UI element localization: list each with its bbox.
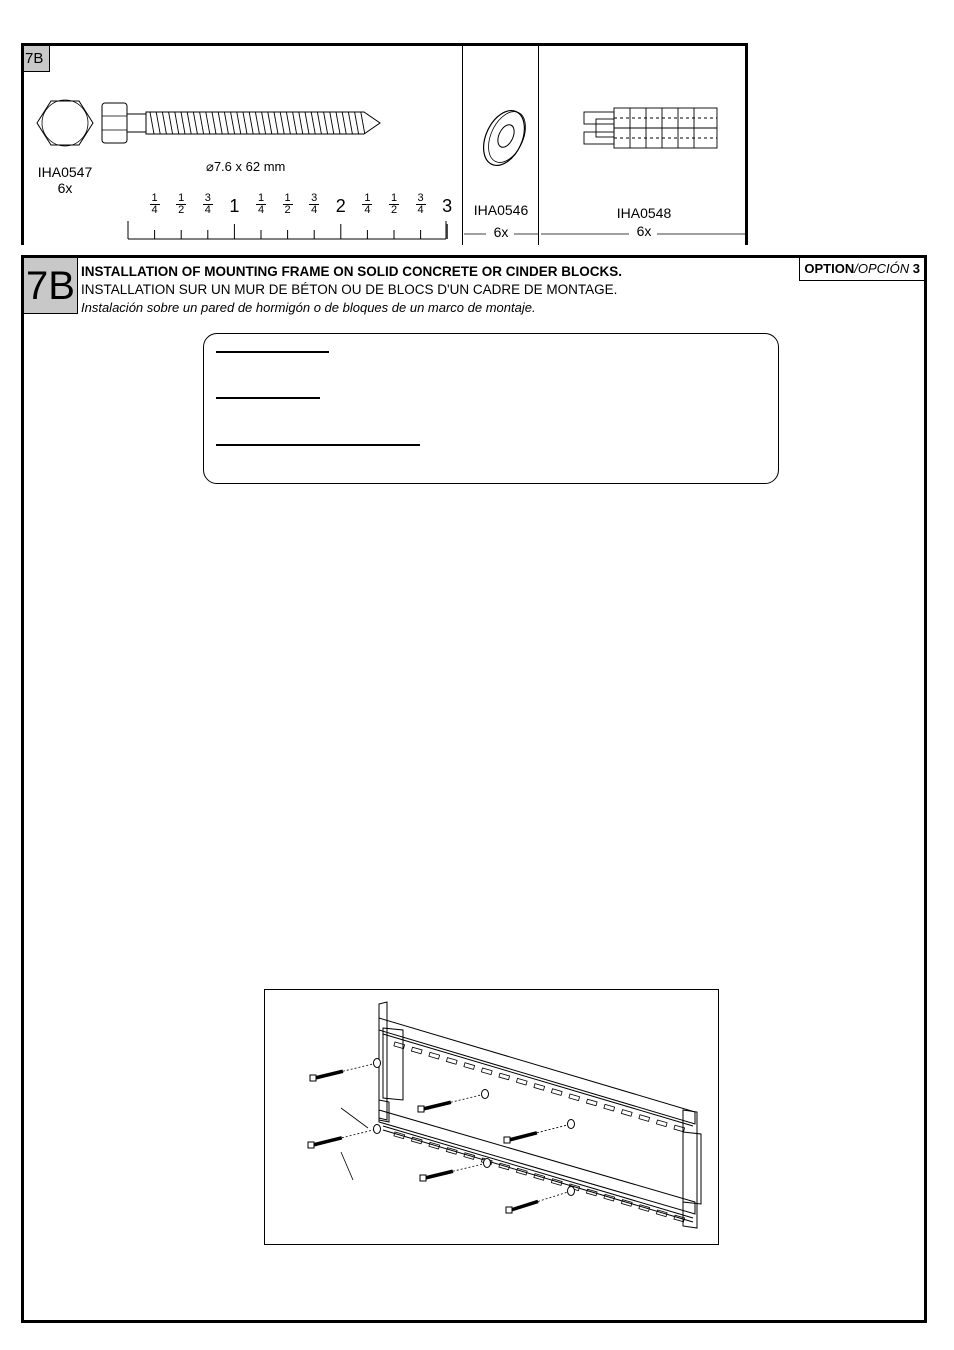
frame-slot [604, 1104, 615, 1111]
step-tag: 7B [24, 258, 78, 314]
mounting-frame-illustration [265, 990, 718, 1244]
frame-slot [516, 1078, 527, 1085]
tool-line [216, 397, 320, 399]
option-number: 3 [912, 261, 920, 276]
anchor-qty: 6x [636, 223, 652, 239]
fraction-numerator: 1 [364, 192, 371, 204]
frame-slot [429, 1052, 440, 1059]
ruler-label [171, 193, 191, 216]
washer-qty: 6x [493, 224, 509, 240]
option-label-spanish: /OPCIÓN [854, 261, 910, 276]
frame-slot [411, 1047, 422, 1054]
ruler-label [384, 193, 404, 216]
fraction-denominator: 2 [178, 204, 185, 216]
screw-and-washer [420, 1159, 491, 1182]
fraction-numerator: 1 [390, 192, 398, 204]
ruler-label [198, 193, 218, 216]
frame-slot [586, 1099, 597, 1106]
frame-slot [534, 1084, 545, 1091]
frame-slot [499, 1073, 510, 1080]
hardware-panel [21, 43, 748, 245]
ruler-label [251, 193, 271, 216]
ruler-label [304, 193, 324, 216]
fraction-numerator: 3 [311, 192, 318, 204]
washer-icon [475, 104, 532, 172]
ruler-label: 3 [442, 196, 453, 216]
option-badge [799, 258, 924, 281]
hardware-divider [538, 46, 539, 245]
screw-and-washer [308, 1125, 381, 1149]
fraction-numerator: 1 [257, 192, 265, 204]
fraction-denominator: 4 [204, 204, 211, 216]
anchor-code: IHA0548 [616, 205, 672, 221]
frame-slot [656, 1120, 667, 1127]
lag-bolt-code: IHA0547 [37, 164, 93, 180]
fraction-denominator: 4 [417, 204, 424, 216]
step-title-french: INSTALLATION SUR UN MUR DE BÉTON OU DE BLOCS D'UN CADRE DE MONTAGE. [81, 282, 618, 297]
fraction-denominator: 4 [151, 204, 158, 216]
fraction-numerator: 1 [178, 192, 185, 204]
fraction-numerator: 1 [284, 192, 291, 204]
screw-and-washer [310, 1059, 381, 1082]
ruler-label [145, 193, 165, 216]
frame-slot [604, 1194, 615, 1201]
lag-bolt-qty: 6x [57, 180, 73, 196]
frame-slot [569, 1094, 580, 1101]
screw-and-washer [506, 1187, 575, 1214]
frame-slot [621, 1110, 632, 1117]
fraction-denominator: 2 [284, 204, 291, 216]
tool-line [216, 351, 329, 353]
fraction-denominator: 2 [390, 204, 398, 216]
frame-slot [464, 1063, 475, 1070]
fraction-denominator: 4 [311, 204, 318, 216]
frame-slot [534, 1174, 545, 1181]
step-title-spanish: Instalación sobre un pared de hormigón o de bloques de un marco de montaje. [81, 300, 536, 315]
frame-slot [516, 1168, 527, 1175]
inch-ruler [128, 221, 447, 239]
installation-diagram [264, 989, 719, 1245]
anchor-icon [584, 108, 717, 148]
ruler-label: 2 [335, 196, 346, 216]
lag-bolt-icon [102, 103, 380, 143]
frame-slot [639, 1205, 650, 1212]
fraction-numerator: 1 [151, 192, 158, 204]
fraction-numerator: 3 [204, 192, 211, 204]
tool-line [216, 444, 420, 446]
washer-code: IHA0546 [473, 202, 529, 218]
fraction-numerator: 3 [417, 192, 424, 204]
option-label: OPTION [804, 261, 855, 276]
tools-box [203, 333, 779, 484]
frame-slot [639, 1115, 650, 1122]
frame-slot [551, 1089, 562, 1096]
frame-slot [481, 1068, 492, 1075]
frame-slot [446, 1058, 457, 1065]
ruler-label [357, 193, 377, 216]
frame-slot [621, 1200, 632, 1207]
fraction-denominator: 4 [364, 204, 371, 216]
screw-and-washer [504, 1120, 575, 1144]
hex-head-icon [37, 100, 93, 146]
step-panel [21, 255, 927, 1323]
ruler-label [411, 193, 431, 216]
ruler-label: 1 [229, 196, 240, 216]
lag-bolt-dimension: ⌀7.6 x 62 mm [206, 159, 286, 174]
frame-slot [656, 1210, 667, 1217]
hardware-step-tag: 7B [24, 46, 50, 72]
frame-slot [586, 1189, 597, 1196]
screw-and-washer [418, 1090, 489, 1113]
frame-slot [551, 1179, 562, 1186]
step-title-english: INSTALLATION OF MOUNTING FRAME ON SOLID CONCRETE OR CINDER BLOCKS. [81, 264, 622, 279]
fraction-denominator: 4 [257, 204, 265, 216]
hardware-divider [462, 46, 463, 245]
ruler-label [278, 193, 298, 216]
